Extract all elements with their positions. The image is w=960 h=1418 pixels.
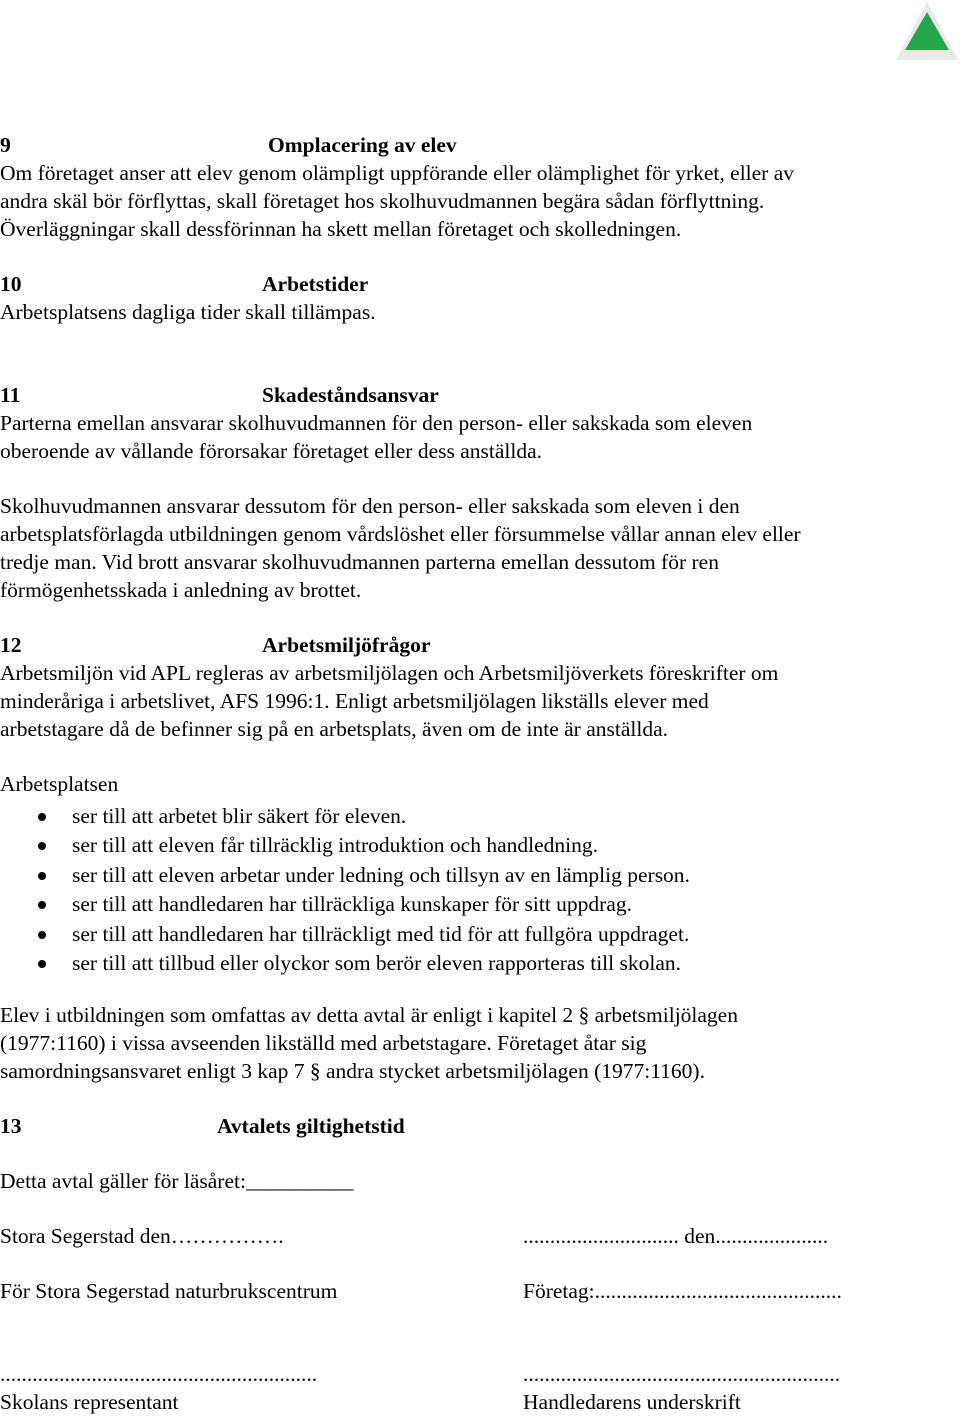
section-10-text xyxy=(0,298,955,326)
text-line: oberoende av vållande förorsakar företaget eller dess anställda. xyxy=(0,439,543,463)
list-item xyxy=(0,861,955,890)
document-page xyxy=(0,131,955,1416)
list-item xyxy=(0,831,955,860)
section-number: 13 xyxy=(0,1114,22,1139)
text-line: Arbetsplatsens dagliga tider skall tillämpas. xyxy=(0,300,376,324)
bullet-icon xyxy=(38,872,46,880)
school-signature-line[interactable]: ........................................................... xyxy=(0,1362,318,1387)
text-line: Parterna emellan ansvarar skolhuvudmannen för den person- eller sakskada som eleven xyxy=(0,411,753,435)
signature-dots-row xyxy=(0,1360,955,1388)
section-11-paragraph-2 xyxy=(0,492,955,604)
text-line: Om företaget anser att elev genom olämpligt uppförande eller olämplighet för yrket, eller av xyxy=(0,161,795,185)
bullet-icon xyxy=(38,842,46,850)
list-item-text: ser till att arbetet blir säkert för eleven. xyxy=(72,804,407,828)
text-line: andra skäl bör förflyttas, skall företaget hos skolhuvudmannen begära sådan förflyttning. xyxy=(0,189,765,213)
text-line: Elev i utbildningen som omfattas av detta avtal är enligt i kapitel 2 § arbetsmiljölagen xyxy=(0,1003,738,1028)
section-11-heading xyxy=(0,381,955,409)
school-representative-label: Skolans representant xyxy=(0,1390,179,1415)
school-year-blank[interactable]: __________ xyxy=(245,1169,354,1194)
section-12-paragraph-2 xyxy=(0,1001,955,1085)
validity-label: Detta avtal gäller för läsåret: xyxy=(0,1169,246,1194)
list-item xyxy=(0,920,955,949)
triangle-logo-icon xyxy=(894,0,960,62)
section-13-heading xyxy=(0,1112,955,1140)
place-date-row xyxy=(0,1222,955,1250)
supervisor-signature-line[interactable]: ........................................................... xyxy=(523,1362,841,1387)
section-title: Arbetsmiljöfrågor xyxy=(262,633,431,657)
text-line: arbetstagare då de befinner sig på en arbetsplats, även om de inte är anställda. xyxy=(0,717,669,741)
list-item-text: ser till att eleven arbetar under ledning och tillsyn av en lämplig person. xyxy=(72,862,690,887)
organization-row xyxy=(0,1277,955,1305)
text-line: Överläggningar skall dessförinnan ha skett mellan företaget och skolledningen. xyxy=(0,217,682,241)
section-9-text xyxy=(0,159,955,243)
section-12-paragraph-1 xyxy=(0,659,955,743)
section-9-heading xyxy=(0,131,955,159)
bullet-icon xyxy=(38,931,46,939)
text-line: (1977:1160) i vissa avseenden likställd med arbetstagare. Företaget åtar sig xyxy=(0,1031,647,1056)
list-item-text: ser till att tillbud eller olyckor som berör eleven rapporteras till skolan. xyxy=(72,950,681,975)
list-item-text: ser till att handledaren har tillräckliga kunskaper för sitt uppdrag. xyxy=(72,892,633,917)
section-11-paragraph-1 xyxy=(0,409,955,465)
list-item xyxy=(0,890,955,919)
company-name-field[interactable]: Företag:.............................................. xyxy=(523,1279,842,1304)
section-title: Avtalets giltighetstid xyxy=(217,1114,405,1139)
section-number: 9 xyxy=(0,133,11,157)
school-place-date-field[interactable]: Stora Segerstad den……………. xyxy=(0,1224,284,1249)
bullet-list xyxy=(0,802,955,978)
bullet-icon xyxy=(38,813,46,821)
text-line: förmögenhetsskada i anledning av brottet. xyxy=(0,578,362,602)
bullet-icon xyxy=(38,901,46,909)
section-title: Skadeståndsansvar xyxy=(262,383,439,407)
list-item xyxy=(0,802,955,831)
validity-line xyxy=(0,1167,955,1195)
list-intro: Arbetsplatsen xyxy=(0,772,119,796)
list-item xyxy=(0,949,955,978)
section-number: 11 xyxy=(0,383,21,407)
list-item-text: ser till att handledaren har tillräckligt med tid för att fullgöra uppdraget. xyxy=(72,921,690,946)
section-title: Arbetstider xyxy=(262,272,369,296)
section-number: 10 xyxy=(0,272,22,296)
text-line: minderåriga i arbetslivet, AFS 1996:1. Enligt arbetsmiljölagen likställs elever med xyxy=(0,689,709,713)
text-line: Skolhuvudmannen ansvarar dessutom för den person- eller sakskada som eleven i den xyxy=(0,494,740,518)
section-12-heading xyxy=(0,631,955,659)
text-line: samordningsansvaret enligt 3 kap 7 § andra stycket arbetsmiljölagen (1977:1160). xyxy=(0,1059,705,1084)
section-title: Omplacering av elev xyxy=(268,133,457,157)
text-line: arbetsplatsförlagda utbildningen genom vårdslöshet eller försummelse vållar annan elev eller xyxy=(0,522,801,546)
text-line: Arbetsmiljön vid APL regleras av arbetsmiljölagen och Arbetsmiljöverkets föreskrifter om xyxy=(0,661,779,685)
bullet-icon xyxy=(38,960,46,968)
list-item-text: ser till att eleven får tillräcklig introduktion och handledning. xyxy=(72,833,599,858)
section-number: 12 xyxy=(0,633,22,657)
signature-labels-row xyxy=(0,1388,955,1416)
supervisor-signature-label: Handledarens underskrift xyxy=(523,1390,741,1415)
text-line: tredje man. Vid brott ansvarar skolhuvudmannen parterna emellan dessutom för ren xyxy=(0,550,719,574)
section-10-heading xyxy=(0,270,955,298)
school-name: För Stora Segerstad naturbrukscentrum xyxy=(0,1279,338,1304)
company-place-date-field[interactable]: ............................. den..................... xyxy=(523,1224,829,1249)
